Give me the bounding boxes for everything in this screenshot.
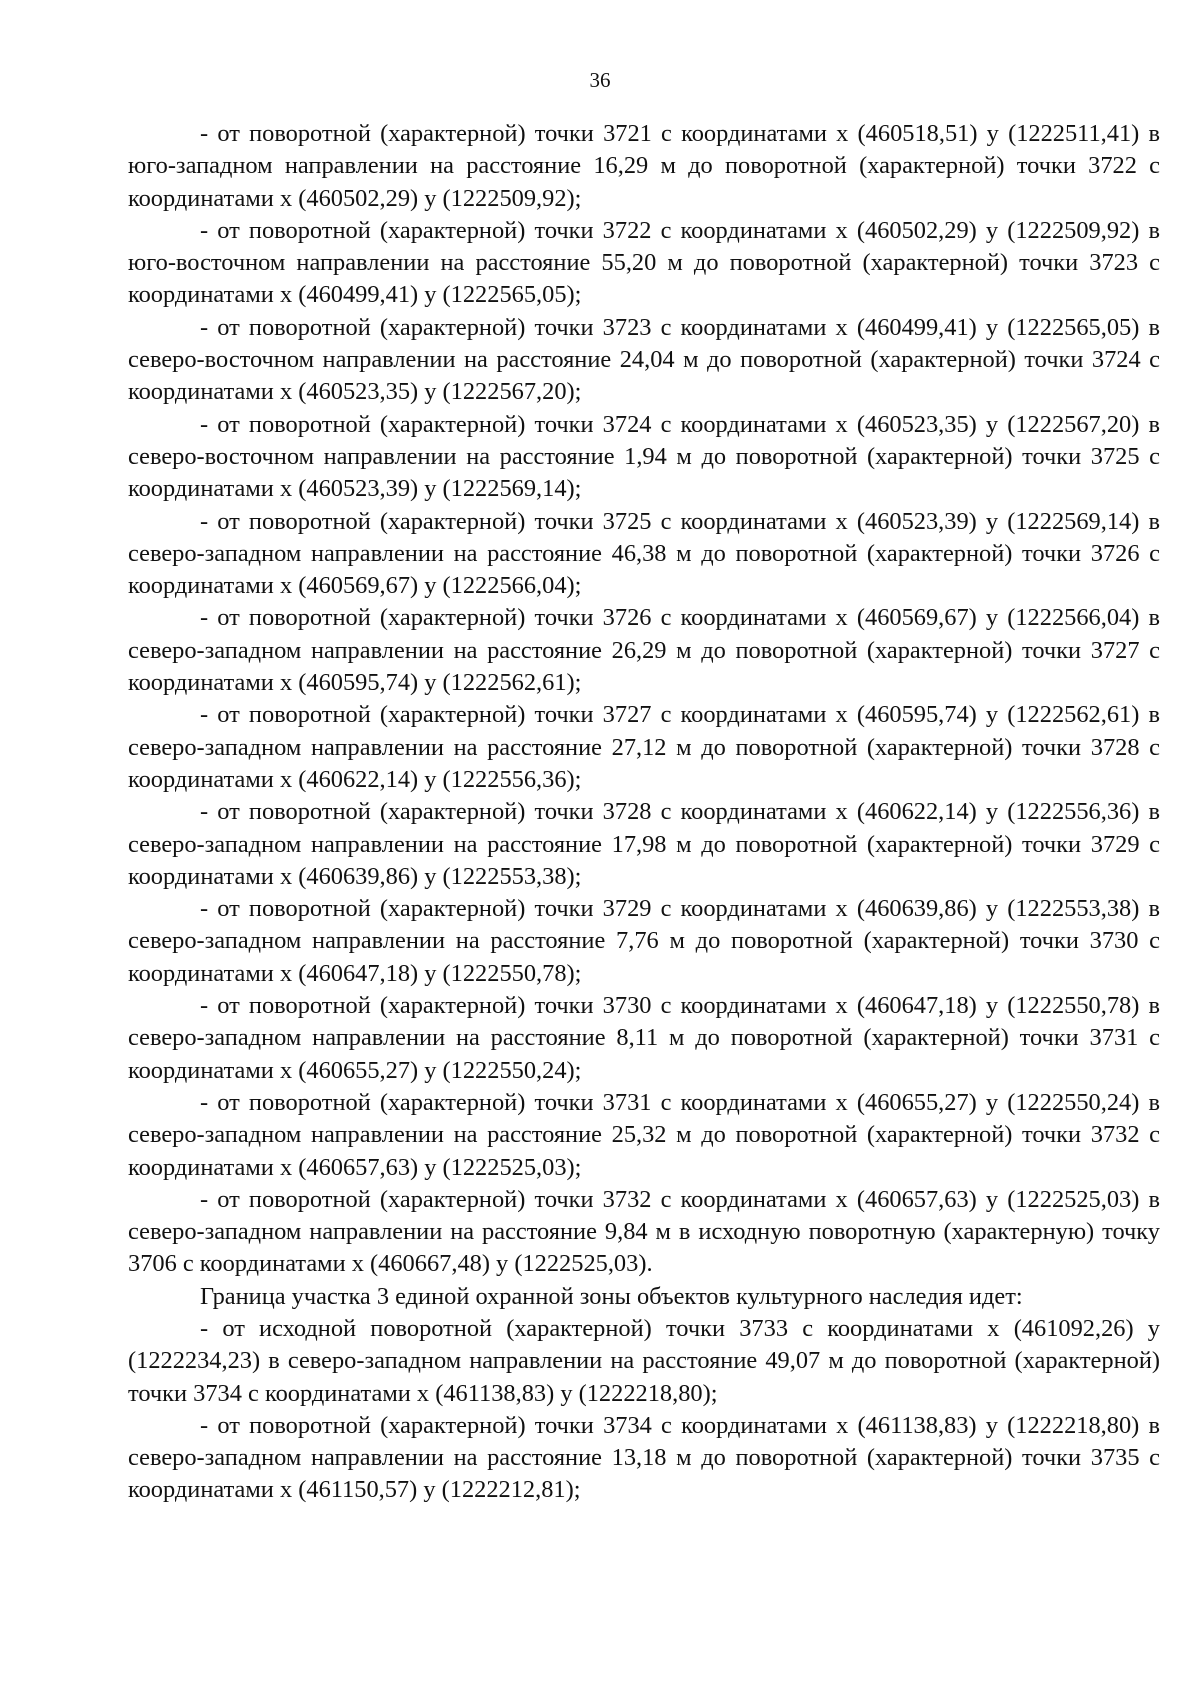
paragraph-segment-3724: - от поворотной (характерной) точки 3724 с координатами х (460523,35) у (1222567,20) в северо-восточном направлении на расстояние 1,94 м до поворотной (характерной) точки 3725 с координатами х (460523,39) у (1222569,14); [128, 410, 1160, 503]
paragraph-segment-3730: - от поворотной (характерной) точки 3730 с координатами х (460647,18) у (1222550,78) в северо-западном направлении на расстояние 8,11 м до поворотной (характерной) точки 3731 с координатами х (460655,27) у (1222550,24); [128, 992, 1160, 1084]
paragraph-segment-3729: - от поворотной (характерной) точки 3729 с координатами х (460639,86) у (1222553,38) в северо-западном направлении на расстояние 7,76 м до поворотной (характерной) точки 3730 с координатами х (460647,18) у (1222550,78); [128, 895, 1160, 987]
paragraph-segment-3727: - от поворотной (характерной) точки 3727 с координатами х (460595,74) у (1222562,61) в северо-западном направлении на расстояние 27,12 м до поворотной (характерной) точки 3728 с координатами х (460622,14) у (1222556,36); [128, 701, 1160, 793]
paragraph-segment-3734: - от поворотной (характерной) точки 3734 с координатами х (461138,83) у (1222218,80) в северо-западном направлении на расстояние 13,18 м до поворотной (характерной) точки 3735 с координатами х (461150,57) у (1222212,81); [128, 1411, 1160, 1504]
document-body [128, 118, 1160, 1507]
paragraph-segment-3732: - от поворотной (характерной) точки 3732 с координатами х (460657,63) у (1222525,03) в северо-западном направлении на расстояние 9,84 м в исходную поворотную (характерную) точку 3706 с координатами х (460667,48) у (1222525,03). [128, 1185, 1160, 1278]
paragraph-segment-3726: - от поворотной (характерной) точки 3726 с координатами х (460569,67) у (1222566,04) в северо-западном направлении на расстояние 26,29 м до поворотной (характерной) точки 3727 с координатами х (460595,74) у (1222562,61); [128, 604, 1160, 697]
paragraph-segment-3723: - от поворотной (характерной) точки 3723 с координатами х (460499,41) у (1222565,05) в северо-восточном направлении на расстояние 24,04 м до поворотной (характерной) точки 3724 с координатами х (460523,35) у (1222567,20); [128, 313, 1160, 406]
paragraph-section-heading: Граница участка 3 единой охранной зоны объектов культурного наследия идет: [200, 1282, 1023, 1310]
page-number: 36 [589, 68, 611, 92]
paragraph-segment-3722: - от поворотной (характерной) точки 3722 с координатами х (460502,29) у (1222509,92) в юго-восточном направлении на расстояние 55,20 м до поворотной (характерной) точки 3723 с координатами х (460499,41) у (1222565,05); [128, 216, 1160, 309]
paragraph-segment-3728: - от поворотной (характерной) точки 3728 с координатами х (460622,14) у (1222556,36) в северо-западном направлении на расстояние 17,98 м до поворотной (характерной) точки 3729 с координатами х (460639,86) у (1222553,38); [128, 798, 1160, 890]
paragraph-segment-3721: - от поворотной (характерной) точки 3721 с координатами х (460518,51) у (1222511,41) в юго-западном направлении на расстояние 16,29 м до поворотной (характерной) точки 3722 с координатами х (460502,29) у (1222509,92); [128, 120, 1160, 212]
paragraph-segment-3731: - от поворотной (характерной) точки 3731 с координатами х (460655,27) у (1222550,24) в северо-западном направлении на расстояние 25,32 м до поворотной (характерной) точки 3732 с координатами х (460657,63) у (1222525,03); [128, 1088, 1160, 1181]
paragraph-segment-3725: - от поворотной (характерной) точки 3725 с координатами х (460523,39) у (1222569,14) в северо-западном направлении на расстояние 46,38 м до поворотной (характерной) точки 3726 с координатами х (460569,67) у (1222566,04); [128, 507, 1160, 600]
paragraph-segment-3733: - от исходной поворотной (характерной) точки 3733 с координатами х (461092,26) у (1222234,23) в северо-западном направлении на расстояние 49,07 м до поворотной (характерной) точки 3734 с координатами х (461138,83) у (1222218,80); [128, 1314, 1160, 1407]
